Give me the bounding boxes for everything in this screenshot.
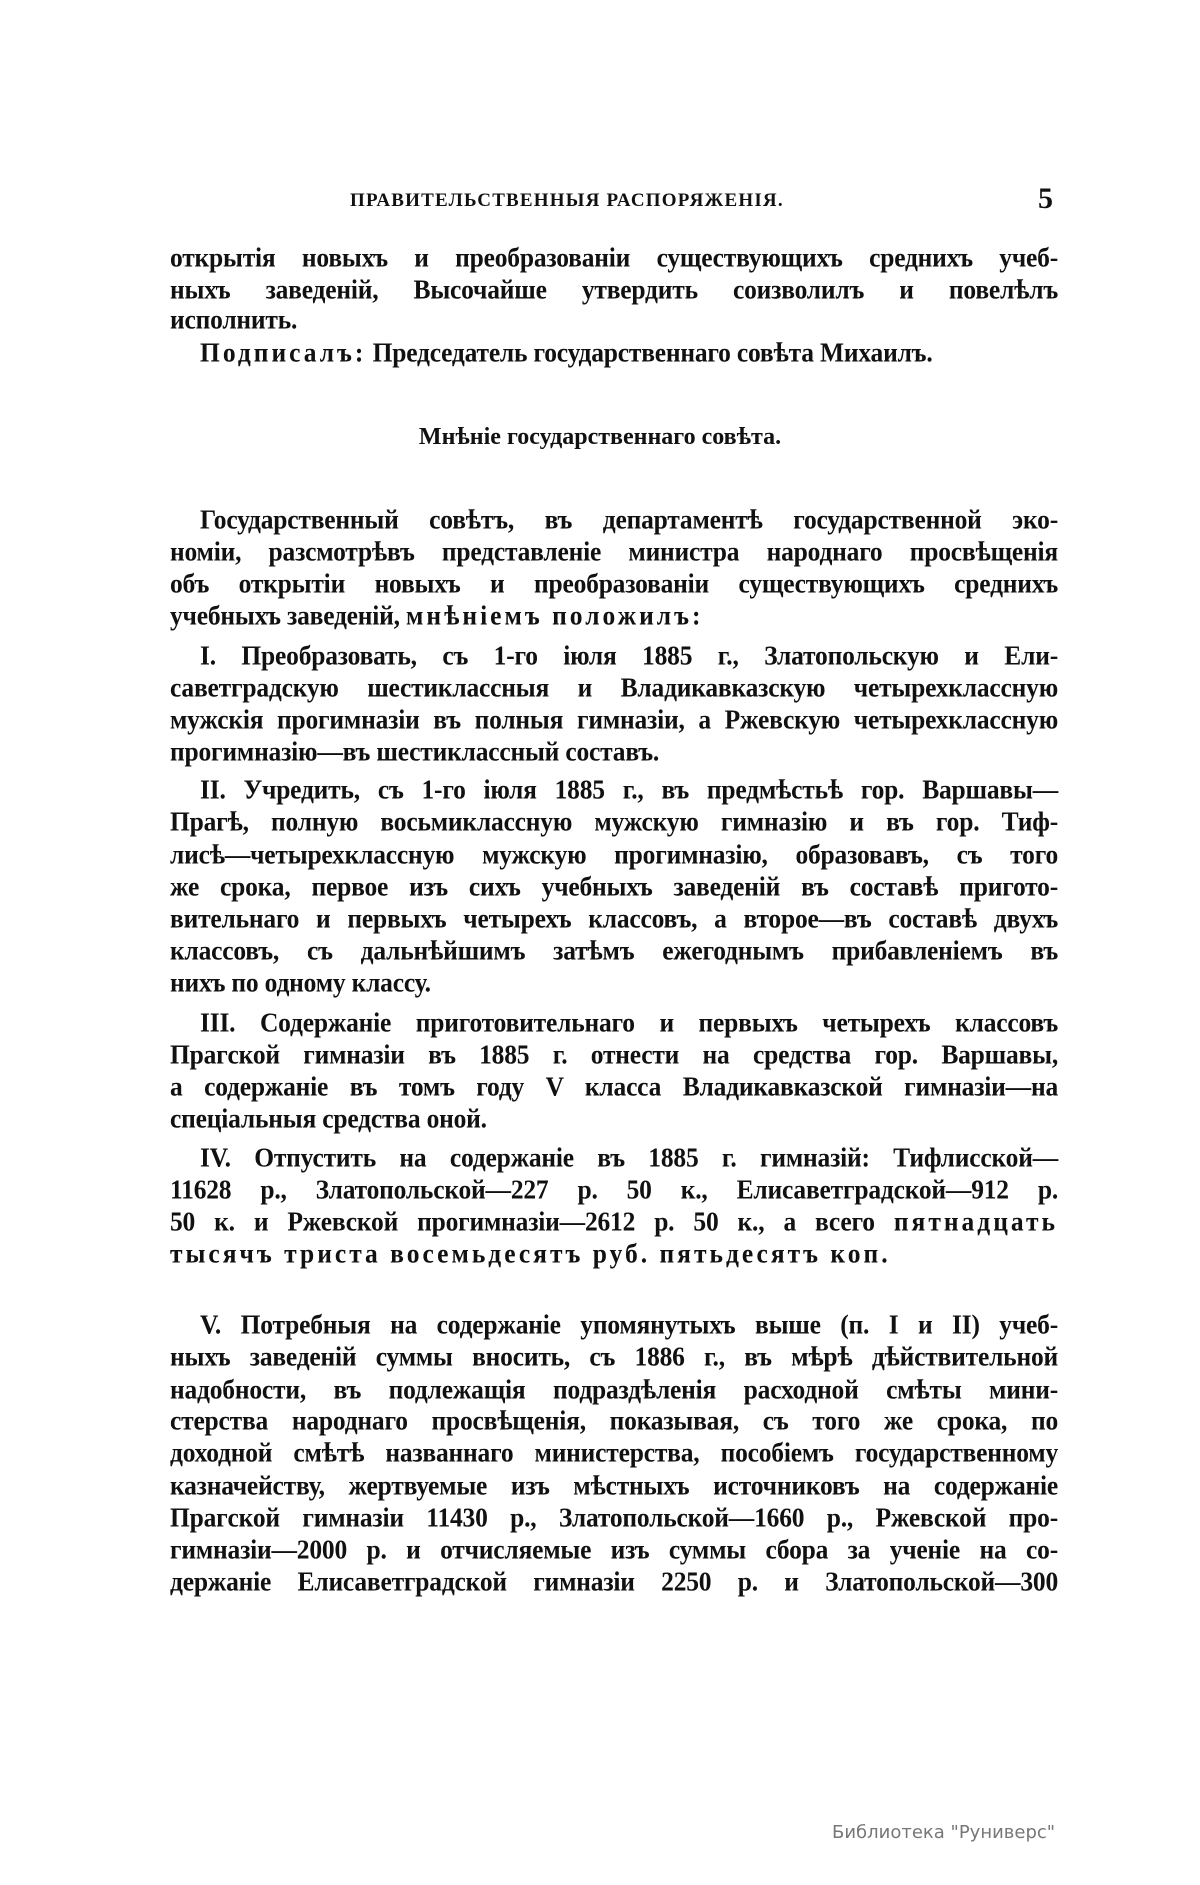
item-1-line: прогимназію—въ шестиклассный составъ.: [170, 735, 660, 768]
text-fragment: учебныхъ заведеній,: [170, 599, 407, 632]
signature-label: Подписалъ:: [200, 336, 367, 369]
resolved-phrase: мнѣніемъ положилъ:: [406, 599, 704, 632]
item-2-line: лисѣ—четырехклассную мужскую прогимназію, образовавъ, съ того: [170, 838, 1058, 871]
item-3-line: III. Содержаніе приготовительнаго и первыхъ четырехъ классовъ: [200, 1006, 1058, 1039]
signature-text: Председатель государственнаго совѣта Михаилъ.: [372, 336, 933, 369]
text-line: [170, 600, 1058, 632]
item-1-line: саветградскую шестиклассныя и Владикавказскую четырехклассную: [170, 671, 1058, 704]
page-number: 5: [1038, 182, 1053, 215]
item-4-line: [170, 1206, 1058, 1238]
item-5-line: держаніе Елисаветградской гимназіи 2250 р. и Златопольской—300: [170, 1565, 1058, 1598]
item-5-line: доходной смѣтѣ названнаго министерства, пособіемъ государственному: [170, 1436, 1058, 1469]
text-fragment: 50 к. и Ржевской прогимназіи—2612 р. 50 к., а всего: [170, 1205, 894, 1238]
library-watermark: Библиотека "Руниверс": [832, 1822, 1056, 1843]
running-header: ПРАВИТЕЛЬСТВЕННЫЯ РАСПОРЯЖЕНІЯ.: [350, 190, 784, 211]
item-4-line: тысячъ триста восемьдесятъ руб. пятьдесятъ коп.: [170, 1237, 891, 1270]
item-2-line: классовъ, съ дальнѣйшимъ затѣмъ ежегоднымъ прибавленіемъ въ: [170, 934, 1058, 967]
item-2-line: вительнаго и первыхъ четырехъ классовъ, а второе—въ составѣ двухъ: [170, 902, 1058, 935]
text-line: исполнить.: [170, 303, 298, 336]
item-2-line: нихъ по одному классу.: [170, 966, 431, 999]
text-line: ныхъ заведеній, Высочайше утвердить соизволилъ и повелѣлъ: [170, 273, 1058, 306]
item-2-line: Прагѣ, полную восьмиклассную мужскую гимназію и въ гор. Тиф-: [170, 805, 1058, 838]
item-2-line: же срока, первое изъ сихъ учебныхъ заведеній въ составѣ пригото-: [170, 870, 1058, 903]
signature-line: [200, 337, 1058, 369]
item-5-line: стерства народнаго просвѣщенія, показывая, съ того же срока, по: [170, 1404, 1058, 1437]
item-5-line: ныхъ заведеній суммы вносить, съ 1886 г., въ мѣрѣ дѣйствительной: [170, 1340, 1058, 1373]
item-5-line: V. Потребныя на содержаніе упомянутыхъ выше (п. I и II) учеб-: [200, 1308, 1058, 1341]
item-5-line: казначейству, жертвуемые изъ мѣстныхъ источниковъ на содержаніе: [170, 1469, 1058, 1502]
text-line: Государственный совѣтъ, въ департаментѣ государственной эко-: [200, 503, 1058, 536]
item-4-line: 11628 р., Златопольской—227 р. 50 к., Елисаветградской—912 р.: [170, 1173, 1058, 1206]
section-heading: Мнѣніе государственнаго совѣта.: [418, 424, 782, 450]
item-2-line: II. Учредить, съ 1-го іюля 1885 г., въ предмѣстьѣ гор. Варшавы—: [200, 773, 1058, 806]
item-5-line: Прагской гимназіи 11430 р., Златопольской—1660 р., Ржевской про-: [170, 1501, 1058, 1534]
item-5-line: гимназіи—2000 р. и отчисляемые изъ суммы сбора за ученіе на со-: [170, 1533, 1058, 1566]
item-3-line: а содержаніе въ томъ году V класса Владикавказской гимназіи—на: [170, 1070, 1058, 1103]
text-line: объ открытіи новыхъ и преобразованіи существующихъ среднихъ: [170, 567, 1058, 600]
text-line: открытія новыхъ и преобразованіи существующихъ среднихъ учеб-: [170, 241, 1058, 274]
item-1-line: I. Преобразовать, съ 1-го іюля 1885 г., Златопольскую и Ели-: [200, 639, 1058, 672]
item-1-line: мужскія прогимназіи въ полныя гимназіи, а Ржевскую четырехклассную: [170, 703, 1058, 736]
item-5-line: надобности, въ подлежащія подраздѣленія расходной смѣты мини-: [170, 1373, 1058, 1406]
item-3-line: спеціальныя средства оной.: [170, 1102, 487, 1135]
item-4-line: IV. Отпустить на содержаніе въ 1885 г. гимназій: Тифлисской—: [200, 1141, 1058, 1174]
spaced-word: пятнадцать: [893, 1205, 1058, 1238]
text-line: номіи, разсмотрѣвъ представленіе министра народнаго просвѣщенія: [170, 535, 1058, 568]
item-3-line: Прагской гимназіи въ 1885 г. отнести на средства гор. Варшавы,: [170, 1038, 1058, 1071]
